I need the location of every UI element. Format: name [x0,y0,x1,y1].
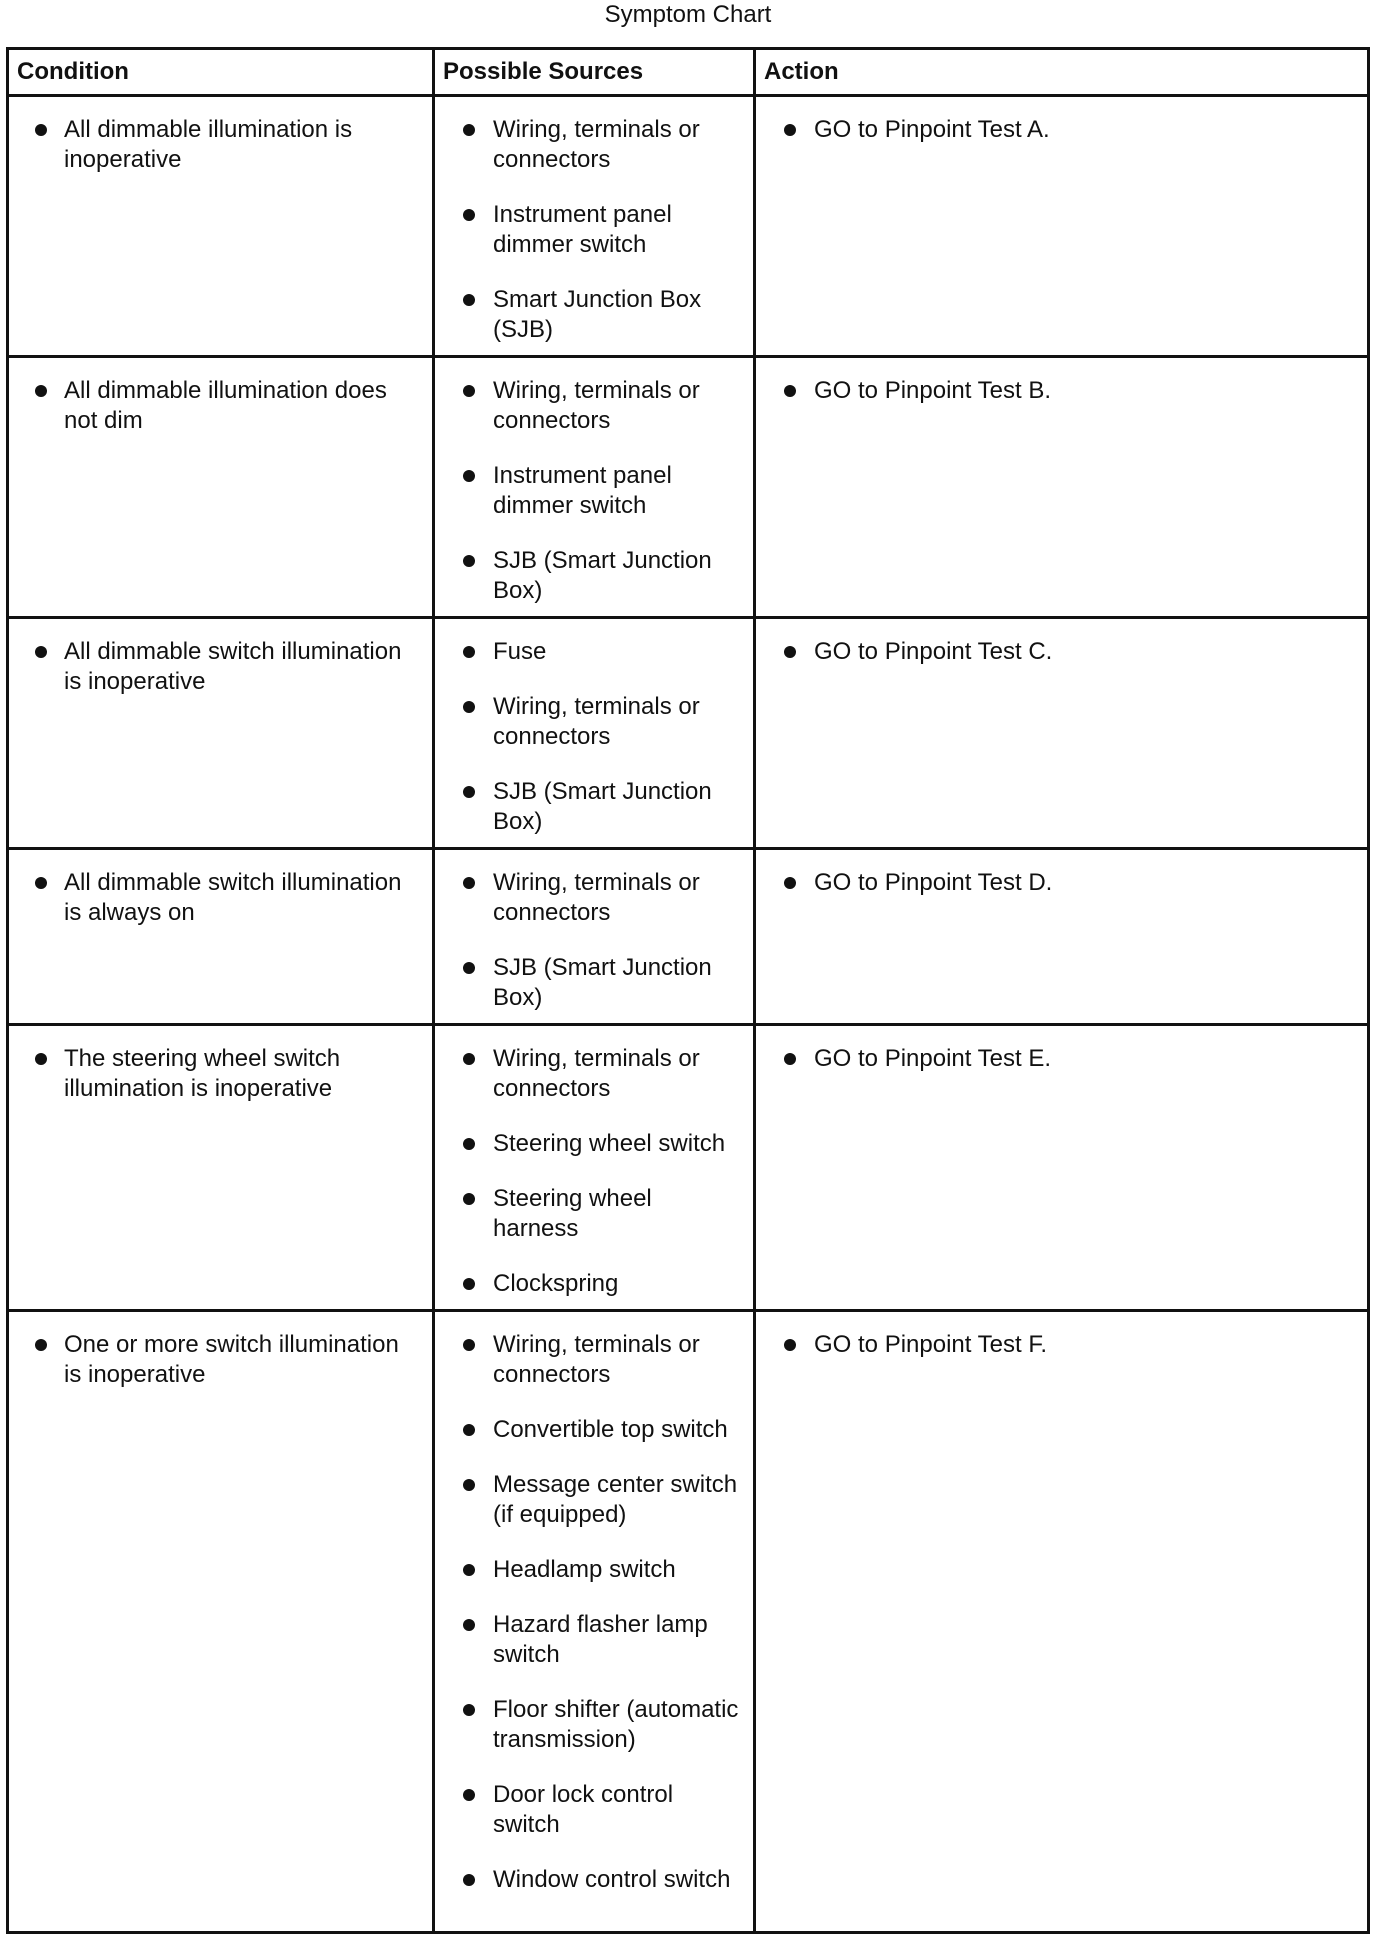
condition-text: All dimmable switch illumination is always on [9,868,422,928]
action-list [756,97,1367,155]
source-item: Clockspring [435,1269,743,1299]
possible-sources-cell [434,1025,755,1311]
possible-sources-cell [434,357,755,618]
table-row [8,1311,1369,1933]
condition-list [9,1312,432,1400]
table-row [8,357,1369,618]
possible-sources-list [435,1312,753,1905]
action-text: GO to Pinpoint Test B. [756,376,1357,406]
source-item: Headlamp switch [435,1555,743,1585]
source-item: Message center switch (if equipped) [435,1470,743,1530]
source-item: SJB (Smart Junction Box) [435,953,743,1013]
source-item: Instrument panel dimmer switch [435,200,743,260]
source-item: Wiring, terminals or connectors [435,376,743,436]
table-row [8,849,1369,1025]
action-text: GO to Pinpoint Test E. [756,1044,1357,1074]
possible-sources-list [435,358,753,616]
possible-sources-list [435,97,753,355]
action-list [756,619,1367,677]
condition-list [9,850,432,938]
action-text: GO to Pinpoint Test F. [756,1330,1357,1360]
action-list [756,850,1367,908]
action-cell [755,96,1369,357]
action-cell [755,618,1369,849]
action-cell [755,849,1369,1025]
possible-sources-cell [434,849,755,1025]
condition-cell [8,1025,434,1311]
source-item: Smart Junction Box (SJB) [435,285,743,345]
condition-list [9,358,432,446]
condition-text: All dimmable illumination is inoperative [9,115,422,175]
source-item: Wiring, terminals or connectors [435,1330,743,1390]
action-list [756,1026,1367,1084]
condition-cell [8,1311,434,1933]
condition-list [9,619,432,707]
header-condition: Condition [8,49,434,96]
source-item: Fuse [435,637,743,667]
source-item: Instrument panel dimmer switch [435,461,743,521]
table-row [8,618,1369,849]
table-row [8,1025,1369,1311]
possible-sources-list [435,850,753,1023]
source-item: Hazard flasher lamp switch [435,1610,743,1670]
action-cell [755,1025,1369,1311]
possible-sources-cell [434,1311,755,1933]
action-list [756,358,1367,416]
condition-list [9,97,432,185]
table-row [8,96,1369,357]
action-cell [755,1311,1369,1933]
source-item: SJB (Smart Junction Box) [435,777,743,837]
source-item: Door lock control switch [435,1780,743,1840]
condition-cell [8,618,434,849]
condition-cell [8,96,434,357]
action-text: GO to Pinpoint Test A. [756,115,1357,145]
source-item: Wiring, terminals or connectors [435,115,743,175]
source-item: Convertible top switch [435,1415,743,1445]
source-item: Steering wheel switch [435,1129,743,1159]
condition-cell [8,849,434,1025]
action-text: GO to Pinpoint Test C. [756,637,1357,667]
condition-text: All dimmable switch illumination is inoperative [9,637,422,697]
condition-text: One or more switch illumination is inoperative [9,1330,422,1390]
table-header-row [8,49,1369,96]
source-item: Wiring, terminals or connectors [435,692,743,752]
header-possible-sources: Possible Sources [434,49,755,96]
action-list [756,1312,1367,1370]
possible-sources-cell [434,96,755,357]
header-action: Action [755,49,1369,96]
source-item: SJB (Smart Junction Box) [435,546,743,606]
table-body [8,96,1369,1933]
condition-cell [8,357,434,618]
source-item: Window control switch [435,1865,743,1895]
action-cell [755,357,1369,618]
condition-list [9,1026,432,1114]
action-text: GO to Pinpoint Test D. [756,868,1357,898]
condition-text: All dimmable illumination does not dim [9,376,422,436]
symptom-chart-table [6,47,1370,1934]
source-item: Steering wheel harness [435,1184,743,1244]
source-item: Wiring, terminals or connectors [435,868,743,928]
condition-text: The steering wheel switch illumination is inoperative [9,1044,422,1104]
possible-sources-list [435,619,753,847]
page-title: Symptom Chart [604,1,772,28]
possible-sources-cell [434,618,755,849]
source-item: Wiring, terminals or connectors [435,1044,743,1104]
possible-sources-list [435,1026,753,1309]
source-item: Floor shifter (automatic transmission) [435,1695,743,1755]
